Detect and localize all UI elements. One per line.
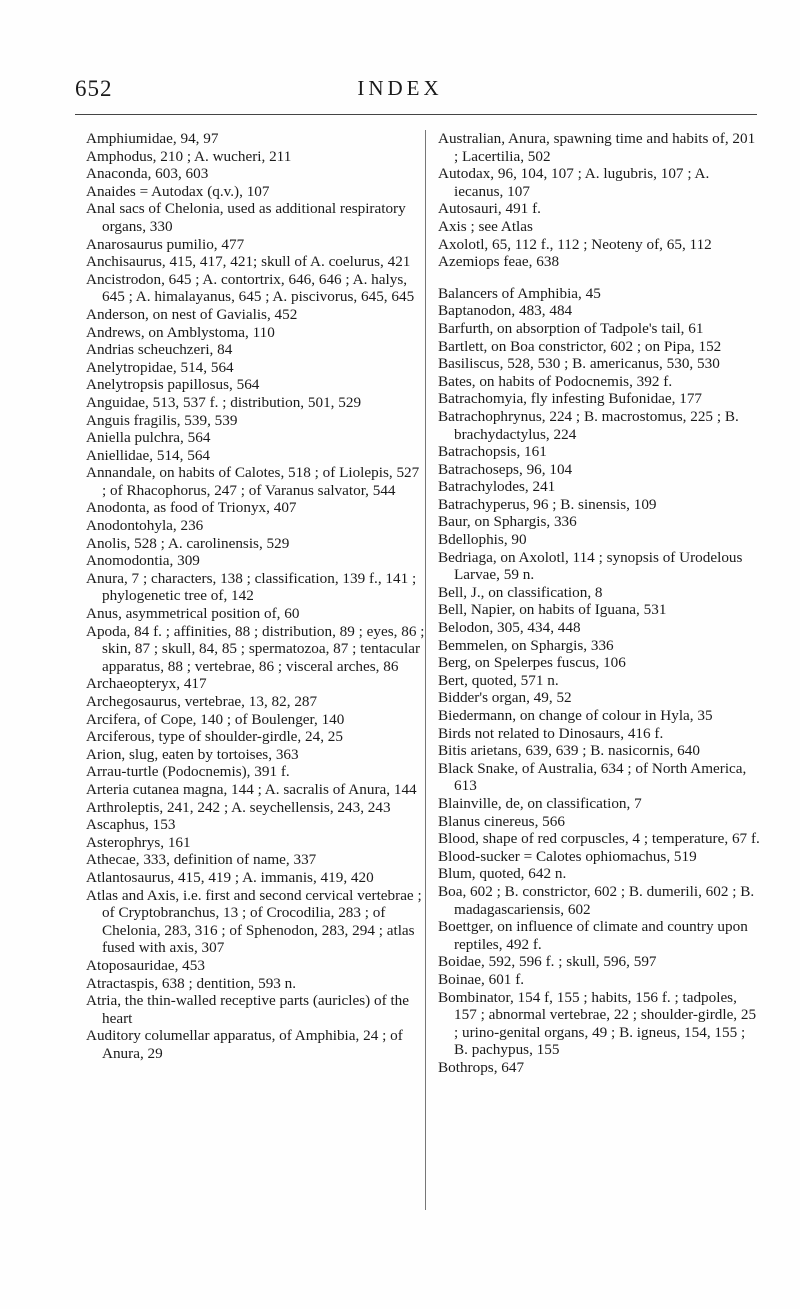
index-entry: Batrachoseps, 96, 104 [438, 460, 573, 478]
index-entry: Asterophrys, 161 [86, 833, 191, 851]
index-entry: Basiliscus, 528, 530 ; B. americanus, 530, 530 [438, 355, 720, 373]
right-column [438, 130, 760, 1076]
index-entry: Batrachopsis, 161 [438, 443, 547, 461]
index-entry: Atlantosaurus, 415, 419 ; A. immanis, 419, 420 [86, 868, 374, 886]
index-entry: Anguidae, 513, 537 f. ; distribution, 501, 529 [86, 393, 362, 411]
index-entry: Amphiumidae, 94, 97 [86, 130, 219, 147]
index-entry: Bitis arietans, 639, 639 ; B. nasicornis, 640 [438, 742, 700, 760]
index-entry: Bidder's organ, 49, 52 [438, 689, 572, 707]
index-entry: Boinae, 601 f. [438, 970, 525, 988]
index-entry: Blood, shape of red corpuscles, 4 ; temperature, 67 f. [438, 830, 760, 848]
index-entry: Blanus cinereus, 566 [438, 812, 565, 830]
index-entry: Bemmelen, on Sphargis, 336 [438, 636, 614, 654]
index-entry: Anchisaurus, 415, 417, 421; skull of A. coelurus, 421 [86, 253, 411, 271]
index-entry: Ascaphus, 153 [86, 816, 176, 834]
index-entry: Anelytropsis papillosus, 564 [86, 376, 260, 394]
index-entry: Bombinator, 154 f, 155 ; habits, 156 f. ; tadpoles, 157 ; abnormal vertebrae, 22 ; shoulder-girdle, 25 ; urino-genital organs, 49 ; B. igneus, 154, 155 ; B. pachypus, 155 [438, 988, 757, 1059]
index-entry: Boettger, on influence of climate and country upon reptiles, 492 f. [438, 918, 748, 953]
index-entry: Bates, on habits of Podocnemis, 392 f. [438, 372, 673, 390]
index-entry: Arciferous, type of shoulder-girdle, 24, 25 [86, 728, 343, 746]
index-entry: Anguis fragilis, 539, 539 [86, 411, 238, 429]
index-entry: Andrias scheuchzeri, 84 [86, 341, 233, 359]
index-entry: Batrachomyia, fly infesting Bufonidae, 177 [438, 390, 703, 408]
index-entry: Athecae, 333, definition of name, 337 [86, 851, 317, 869]
index-entry: Azemiops feae, 638 [438, 253, 560, 271]
index-entry: Atractaspis, 638 ; dentition, 593 n. [86, 974, 297, 992]
index-entry: Annandale, on habits of Calotes, 518 ; of Liolepis, 527 ; of Rhacophorus, 247 ; of Varanus salvator, 544 [86, 464, 420, 499]
index-entry: Blainville, de, on classification, 7 [438, 794, 642, 812]
index-entry: Apoda, 84 f. ; affinities, 88 ; distribution, 89 ; eyes, 86 ; skin, 87 ; skull, 84, 85 ; spermatozoa, 87 ; tentacular apparatus, 88 ; vertebrae, 86 ; visceral arches, 86 [86, 622, 425, 675]
left-column [86, 130, 426, 1062]
index-entry: Anodonta, as food of Trionyx, 407 [86, 499, 297, 517]
index-entry: Bothrops, 647 [438, 1058, 525, 1076]
index-entry: Aniellidae, 514, 564 [86, 446, 211, 464]
index-entry: Anaides = Autodax (q.v.), 107 [86, 182, 270, 200]
index-entry: Anura, 7 ; characters, 138 ; classification, 139 f., 141 ; phylogenetic tree of, 142 [86, 569, 417, 605]
entries-a-group [438, 130, 760, 271]
index-entry: Autodax, 96, 104, 107 ; A. lugubris, 107 ; A. iecanus, 107 [438, 165, 710, 200]
index-entry: Axis ; see Atlas [438, 217, 533, 235]
index-entry: Bell, J., on classification, 8 [438, 583, 603, 601]
index-entry: Anomodontia, 309 [86, 552, 200, 570]
index-entry: Bert, quoted, 571 n. [438, 671, 559, 689]
index-entry: Black Snake, of Australia, 634 ; of North America, 613 [438, 759, 747, 795]
index-entry: Atlas and Axis, i.e. first and second cervical vertebrae ; of Cryptobranchus, 13 ; of Crocodilia, 283 ; of Chelonia, 283, 316 ; of Sphenodon, 283, 294 ; atlas fused with axis, 307 [86, 886, 422, 957]
letter-gap [438, 271, 760, 285]
index-entry: Auditory columellar apparatus, of Amphibia, 24 ; of Anura, 29 [86, 1027, 403, 1062]
index-entry: Barfurth, on absorption of Tadpole's tail, 61 [438, 319, 704, 337]
page-number: 652 [75, 76, 113, 101]
index-entry: Arthroleptis, 241, 242 ; A. seychellensis, 243, 243 [86, 798, 391, 816]
index-entry: Ancistrodon, 645 ; A. contortrix, 646, 646 ; A. halys, 645 ; A. himalayanus, 645 ; A. piscivorus, 645, 645 [86, 270, 415, 306]
index-entry: Autosauri, 491 f. [438, 200, 541, 218]
index-entry: Axolotl, 65, 112 f., 112 ; Neoteny of, 65, 112 [438, 235, 712, 253]
index-entry: Batrachyperus, 96 ; B. sinensis, 109 [438, 495, 657, 513]
index-entry: Blum, quoted, 642 n. [438, 865, 567, 883]
index-entry: Arion, slug, eaten by tortoises, 363 [86, 745, 299, 763]
index-entry: Biedermann, on change of colour in Hyla, 35 [438, 707, 713, 724]
index-entry: Boa, 602 ; B. constrictor, 602 ; B. dumerili, 602 ; B. madagascariensis, 602 [438, 882, 755, 918]
index-entry: Anarosaurus pumilio, 477 [86, 235, 245, 253]
index-entry: Balancers of Amphibia, 45 [438, 284, 601, 302]
index-entry: Berg, on Spelerpes fuscus, 106 [438, 654, 626, 672]
entries-b-group [438, 285, 760, 1077]
index-entry: Arcifera, of Cope, 140 ; of Boulenger, 140 [86, 710, 345, 728]
index-entry: Bell, Napier, on habits of Iguana, 531 [438, 601, 667, 619]
index-entry: Batrachylodes, 241 [438, 478, 556, 496]
index-entry: Anal sacs of Chelonia, used as additional respiratory organs, 330 [86, 200, 406, 235]
index-entry: Boidae, 592, 596 f. ; skull, 596, 597 [438, 953, 657, 971]
index-entry: Atoposauridae, 453 [86, 956, 205, 974]
index-entry: Blood-sucker = Calotes ophiomachus, 519 [438, 847, 697, 865]
index-entry: Batrachophrynus, 224 ; B. macrostomus, 225 ; B. brachydactylus, 224 [438, 407, 739, 443]
index-entry: Bdellophis, 90 [438, 531, 527, 549]
index-entry: Anelytropidae, 514, 564 [86, 358, 234, 376]
index-entry: Amphodus, 210 ; A. wucheri, 211 [86, 147, 292, 165]
index-entry: Australian, Anura, spawning time and habits of, 201 ; Lacertilia, 502 [438, 130, 756, 165]
index-entry: Arrau-turtle (Podocnemis), 391 f. [86, 763, 290, 781]
index-entry: Anolis, 528 ; A. carolinensis, 529 [86, 534, 290, 552]
index-entry: Archegosaurus, vertebrae, 13, 82, 287 [86, 693, 318, 710]
index-entry: Belodon, 305, 434, 448 [438, 619, 581, 637]
page-header [0, 0, 800, 120]
index-entry: Baur, on Sphargis, 336 [438, 513, 577, 531]
index-entry: Bedriaga, on Axolotl, 114 ; synopsis of Urodelous Larvae, 59 n. [438, 548, 743, 584]
running-title: INDEX [357, 76, 443, 100]
column-divider [425, 130, 426, 1210]
index-entry: Baptanodon, 483, 484 [438, 302, 573, 320]
header-rule [75, 114, 757, 115]
index-entry: Archaeopteryx, 417 [86, 675, 207, 693]
index-entry: Aniella pulchra, 564 [86, 429, 211, 447]
index-entry: Atria, the thin-walled receptive parts (auricles) of the heart [86, 992, 410, 1027]
index-entry: Anderson, on nest of Gavialis, 452 [86, 305, 298, 323]
index-entry: Arteria cutanea magna, 144 ; A. sacralis of Anura, 144 [86, 780, 417, 798]
index-entry: Anodontohyla, 236 [86, 517, 204, 535]
index-entry: Anus, asymmetrical position of, 60 [86, 605, 300, 623]
index-entry: Andrews, on Amblystoma, 110 [86, 323, 275, 341]
index-entry: Anaconda, 603, 603 [86, 165, 209, 183]
index-entry: Birds not related to Dinosaurs, 416 f. [438, 724, 664, 742]
index-entry: Bartlett, on Boa constrictor, 602 ; on Pipa, 152 [438, 337, 722, 355]
